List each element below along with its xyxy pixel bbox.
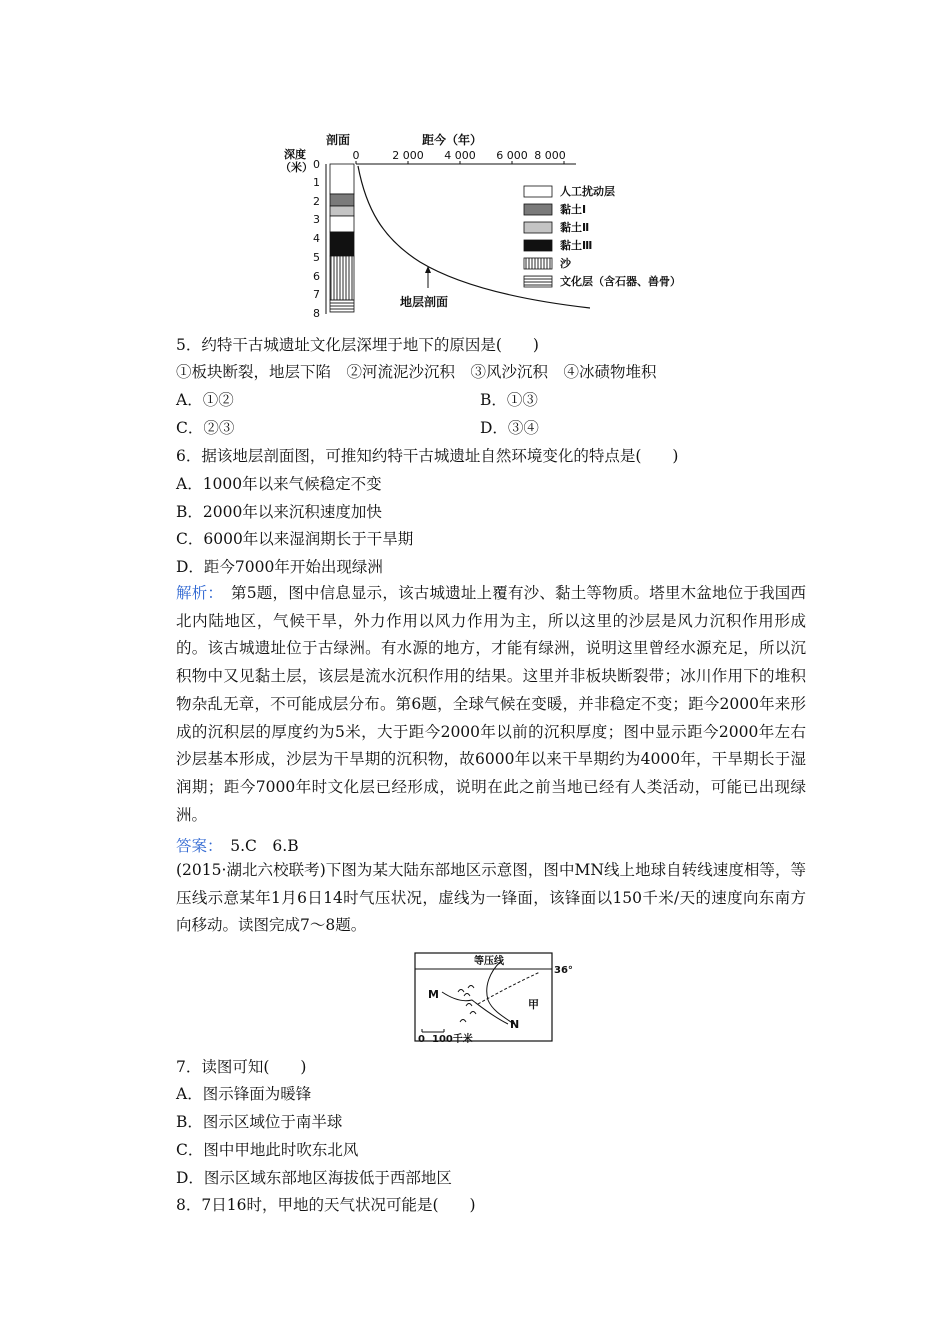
time-tick-label: 0 bbox=[352, 149, 360, 162]
legend-label: 黏土Ⅱ bbox=[560, 221, 590, 234]
layer-sand bbox=[330, 256, 354, 300]
point-m-label: M bbox=[428, 988, 439, 1001]
q6-option-a: A．1000年以来气候稳定不变 bbox=[176, 475, 382, 493]
stratum-curve bbox=[358, 166, 593, 308]
q7-option-d: D．图示区域东部地区海拔低于西部地区 bbox=[176, 1169, 452, 1187]
point-n-label: N bbox=[510, 1018, 520, 1031]
legend-label: 黏土Ⅲ bbox=[560, 239, 593, 252]
time-tick-label: 6 000 bbox=[496, 149, 528, 162]
depth-axis-unit: （米） bbox=[280, 161, 313, 174]
q8-stem: 8．7日16时，甲地的天气状况可能是( ) bbox=[176, 1196, 476, 1214]
time-tick-label: 8 000 bbox=[534, 149, 566, 162]
q5-option-c: C．②③ bbox=[176, 419, 235, 437]
legend-swatch-clay-1 bbox=[524, 204, 552, 215]
analysis-paragraph bbox=[176, 580, 806, 829]
legend-swatch-clay-3 bbox=[524, 240, 552, 251]
q5-option-b: B．①③ bbox=[480, 391, 538, 409]
q7-stem: 7．读图可知( ) bbox=[176, 1058, 307, 1076]
q7-option-b: B．图示区域位于南半球 bbox=[176, 1113, 343, 1131]
q6-stem: 6．据该地层剖面图，可推知约特干古城遗址自然环境变化的特点是( ) bbox=[176, 447, 679, 465]
analysis-text: 第5题，图中信息显示，该古城遗址上覆有沙、黏土等物质。塔里木盆地位于我国西北内陆地区，气候干旱，外力作用以风力作用为主，所以这里的沙层是风力沉积作用形成的。该古城遗址位于古绿洲。有水源的地方，才能有绿洲，说明这里曾经水源充足，所以沉积物中又见黏土层，该层是流水沉积作用的结果。这里并非板块断裂带；冰川作用下的堆积物杂乱无章，不可能成层分布。第6题，全球气候在变暖，并非稳定不变；距今2000年来形成的沉积层的厚度约为5米，大于距今2000年以前的沉积厚度；图中显示距今2000年左右沙层基本形成，沙层为干旱期的沉积物，故6000年以来干旱期约为4000年，干旱期长于湿润期；距今7000年时文化层已经形成，说明在此之前当地已经有人类活动，可能已出现绿洲。 bbox=[176, 584, 806, 824]
time-axis-label: 距今（年） bbox=[422, 133, 483, 147]
front-map-figure bbox=[410, 950, 582, 1046]
time-ticks bbox=[353, 149, 566, 164]
stratigraphy-figure bbox=[270, 128, 710, 318]
answer-line bbox=[176, 836, 299, 856]
q7-option-a: A．图示锋面为暖锋 bbox=[176, 1085, 312, 1103]
section-column-label: 剖面 bbox=[326, 133, 351, 147]
answer-label: 答案： bbox=[176, 837, 215, 855]
analysis-label: 解析： bbox=[176, 584, 216, 602]
depth-axis-label: 深度 bbox=[284, 148, 306, 161]
intro-paragraph: (2015·湖北六校联考)下图为某大陆东部地区示意图，图中MN线上地球自转线速度相等，等压线示意某年1月6日14时气压状况，虚线为一锋面，该锋面以150千米/天的速度向东南方向移动。读图完成7～8题。 bbox=[176, 861, 806, 935]
legend-swatch-sand bbox=[524, 258, 552, 269]
layer-clay-2b bbox=[330, 216, 354, 232]
q7-option-c: C．图中甲地此时吹东北风 bbox=[176, 1141, 359, 1159]
q6-option-c: C．6000年以来湿润期长于干旱期 bbox=[176, 530, 414, 548]
curve-label: 地层剖面 bbox=[400, 295, 449, 309]
legend-swatch-disturbed bbox=[524, 186, 552, 197]
depth-tick-label: 8 bbox=[313, 307, 320, 318]
depth-ticks bbox=[313, 158, 320, 318]
layer-culture bbox=[330, 300, 354, 312]
legend-label: 黏土Ⅰ bbox=[560, 203, 587, 216]
time-tick-label: 4 000 bbox=[444, 149, 476, 162]
depth-tick-label: 0 bbox=[313, 158, 320, 171]
legend-swatch-culture bbox=[524, 276, 552, 287]
answer-text: 5.C 6.B bbox=[214, 837, 299, 855]
section-column bbox=[330, 164, 354, 312]
q5-option-a: A．①② bbox=[176, 391, 234, 409]
point-jia-label: 甲 bbox=[528, 998, 539, 1011]
layer-clay-1 bbox=[330, 194, 354, 206]
isobar-label: 等压线 bbox=[474, 956, 504, 967]
q5-option-d: D．③④ bbox=[480, 419, 539, 437]
scale-label: 100千米 bbox=[432, 1034, 473, 1045]
depth-tick-label: 3 bbox=[313, 213, 320, 226]
layer-clay-3 bbox=[330, 232, 354, 256]
depth-tick-label: 6 bbox=[313, 270, 320, 283]
depth-tick-label: 5 bbox=[313, 251, 320, 264]
q5-stem: 5．约特干古城遗址文化层深埋于地下的原因是( ) bbox=[176, 336, 539, 354]
legend bbox=[524, 184, 681, 288]
q6-option-b: B．2000年以来沉积速度加快 bbox=[176, 503, 382, 521]
depth-tick-label: 4 bbox=[313, 232, 320, 245]
depth-tick-label: 2 bbox=[313, 195, 320, 208]
depth-tick-label: 7 bbox=[313, 288, 320, 301]
legend-swatch-clay-2 bbox=[524, 222, 552, 233]
latitude-label: 36° bbox=[554, 965, 573, 976]
scale-zero: 0 bbox=[418, 1034, 425, 1045]
layer-disturbed bbox=[330, 164, 354, 194]
legend-label: 人工扰动层 bbox=[560, 185, 615, 198]
legend-label: 沙 bbox=[560, 257, 571, 270]
time-tick-label: 2 000 bbox=[392, 149, 424, 162]
legend-label: 文化层（含石器、兽骨） bbox=[560, 275, 681, 288]
depth-tick-label: 1 bbox=[313, 176, 320, 189]
q6-option-d: D．距今7000年开始出现绿洲 bbox=[176, 558, 383, 576]
layer-clay-2 bbox=[330, 206, 354, 216]
q5-items: ①板块断裂，地层下陷 ②河流泥沙沉积 ③风沙沉积 ④冰碛物堆积 bbox=[176, 363, 657, 381]
